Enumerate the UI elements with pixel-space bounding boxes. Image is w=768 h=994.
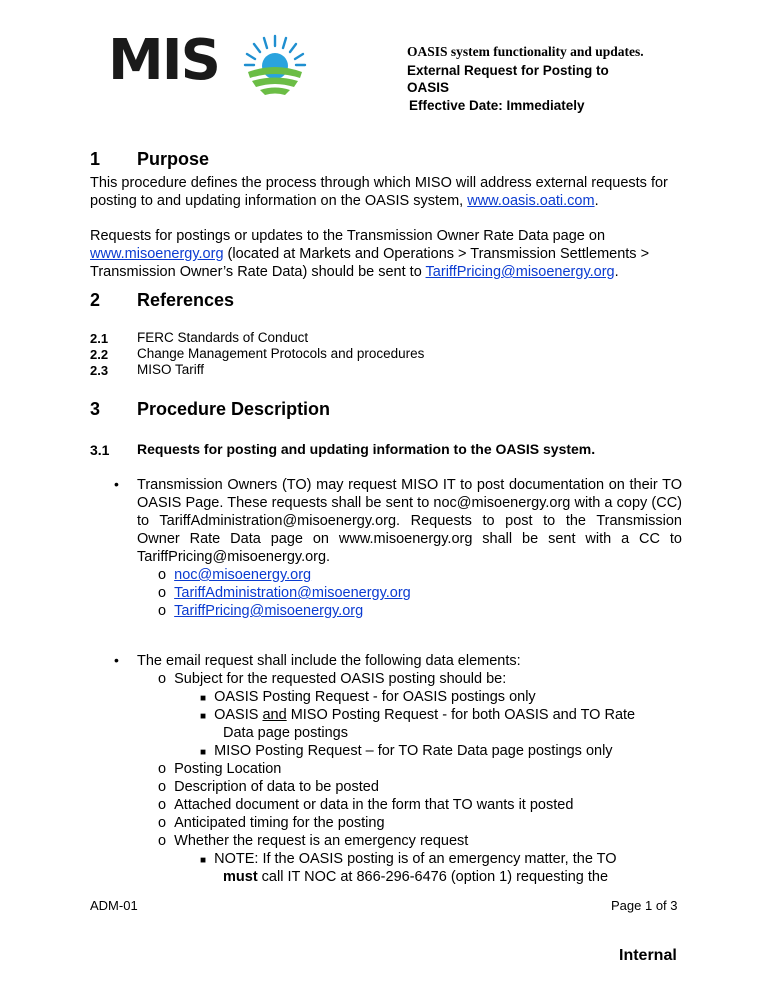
purpose-text-2: Requests for postings or updates to the Transmission Owner Rate Data page on [90, 228, 606, 244]
subject-option-2-and: and [262, 707, 287, 723]
sub-bullet [158, 778, 379, 796]
circle-bullet: o [158, 761, 167, 777]
misoenergy-link[interactable]: www.misoenergy.org [90, 246, 224, 262]
subject-option-3: MISO Posting Request – for TO Rate Data page postings only [214, 743, 613, 759]
purpose-paragraph-2 [90, 227, 690, 281]
square-bullet: ■ [200, 855, 207, 866]
header-line-2: External Request for Posting to [407, 63, 609, 78]
sub-bullet [158, 796, 573, 814]
square-bullet-item [200, 688, 536, 708]
element-item: Posting Location [174, 761, 282, 777]
section-2-title: References [137, 290, 235, 310]
subject-option-1: OASIS Posting Request - for OASIS postings only [214, 689, 536, 705]
square-bullet: ■ [200, 711, 207, 722]
note-text: NOTE: If the OASIS posting is of an emergency matter, the TO [214, 851, 617, 867]
sub-bullet [158, 566, 311, 584]
square-bullet-item [200, 850, 617, 870]
header-line-3: OASIS [407, 80, 450, 95]
element-item: Description of data to be posted [174, 779, 379, 795]
purpose-text-2-end: . [614, 264, 619, 280]
logo-wordmark: MIS [108, 28, 219, 93]
circle-bullet: o [158, 585, 167, 601]
tariffadmin-email-link[interactable]: TariffAdministration@misoenergy.org [174, 585, 411, 601]
subject-option-2-cont: Data page postings [223, 725, 348, 741]
purpose-paragraph-1 [90, 174, 682, 210]
sub-bullet [158, 670, 506, 688]
header-line-1: OASIS system functionality and updates. [407, 44, 644, 59]
circle-bullet: o [158, 797, 167, 813]
square-bullet-item [200, 706, 635, 726]
sub-bullet [158, 760, 281, 778]
element-item: Anticipated timing for the posting [174, 815, 385, 831]
note-must: must [223, 869, 258, 885]
sub-bullet [158, 814, 385, 832]
sun-globe-icon [242, 32, 308, 98]
bullet-1-text: Transmission Owners (TO) may request MISO IT to post documentation on their TO OASIS Page. These requests shall be sent to noc@misoenergy.org with a copy (CC) to TariffAdministration@misoenergy.org. Requests to post to the Transmission Owner Rate Data page on www.misoenergy.org shall be sent with a CC to TariffPricing@misoenergy.org. [137, 477, 682, 565]
bullet-2-text: The email request shall include the following data elements: [137, 653, 521, 669]
noc-email-link[interactable]: noc@misoenergy.org [174, 567, 312, 583]
square-bullet: ■ [200, 747, 207, 758]
subject-intro: Subject for the requested OASIS posting should be: [174, 671, 507, 687]
square-bullet-item [200, 742, 613, 762]
subsection-title: Requests for posting and updating information to the OASIS system. [137, 441, 596, 457]
classification-label: Internal [619, 947, 677, 964]
tariffpricing-email-link[interactable]: TariffPricing@misoenergy.org [174, 603, 364, 619]
circle-bullet: o [158, 779, 167, 795]
tariffpricing-link[interactable]: TariffPricing@misoenergy.org [425, 264, 615, 280]
ref-text: FERC Standards of Conduct [137, 330, 309, 345]
ref-text: Change Management Protocols and procedures [137, 346, 425, 361]
note-text-2: call IT NOC at 866-296-6476 (option 1) requesting the [257, 869, 609, 885]
ref-number: 2.1 [90, 331, 109, 346]
section-1-title: Purpose [137, 149, 210, 169]
circle-bullet: o [158, 603, 167, 619]
ref-number: 2.2 [90, 347, 109, 362]
section-3-number: 3 [90, 399, 101, 419]
ref-text: MISO Tariff [137, 362, 205, 377]
sub-bullet [158, 584, 411, 602]
sub-bullet [158, 602, 363, 620]
oasis-link[interactable]: www.oasis.oati.com [467, 193, 595, 209]
square-bullet: ■ [200, 693, 207, 704]
circle-bullet: o [158, 815, 167, 831]
section-1-number: 1 [90, 149, 101, 169]
bullet-dot: • [114, 476, 119, 492]
subsection-number: 3.1 [90, 442, 110, 458]
header-line-4: Effective Date: Immediately [409, 98, 585, 113]
section-3-title: Procedure Description [137, 399, 331, 419]
subject-option-2-b: MISO Posting Request - for both OASIS and TO Rate [286, 707, 636, 723]
subject-option-2-a: OASIS [214, 707, 263, 723]
ref-number: 2.3 [90, 363, 109, 378]
bullet-dot: • [114, 652, 119, 668]
miso-logo [108, 30, 306, 98]
purpose-text-end: . [594, 193, 599, 209]
circle-bullet: o [158, 833, 167, 849]
sub-bullet [158, 832, 468, 850]
circle-bullet: o [158, 567, 167, 583]
purpose-text: This procedure defines the process through which MISO will address external requests for posting to and updating information on the OASIS system, [90, 175, 668, 209]
page-number: Page 1 of 3 [611, 898, 678, 913]
circle-bullet: o [158, 671, 167, 687]
element-item: Whether the request is an emergency request [174, 833, 469, 849]
purpose-text-2-mid: (located at Markets and Operations > Transmission Settlements > Transmission Owner’s Rate Data) should be sent to [90, 246, 650, 280]
note-text-cont [223, 868, 608, 886]
doc-id: ADM-01 [90, 898, 138, 913]
section-2-number: 2 [90, 290, 101, 310]
element-item: Attached document or data in the form that TO wants it posted [174, 797, 574, 813]
